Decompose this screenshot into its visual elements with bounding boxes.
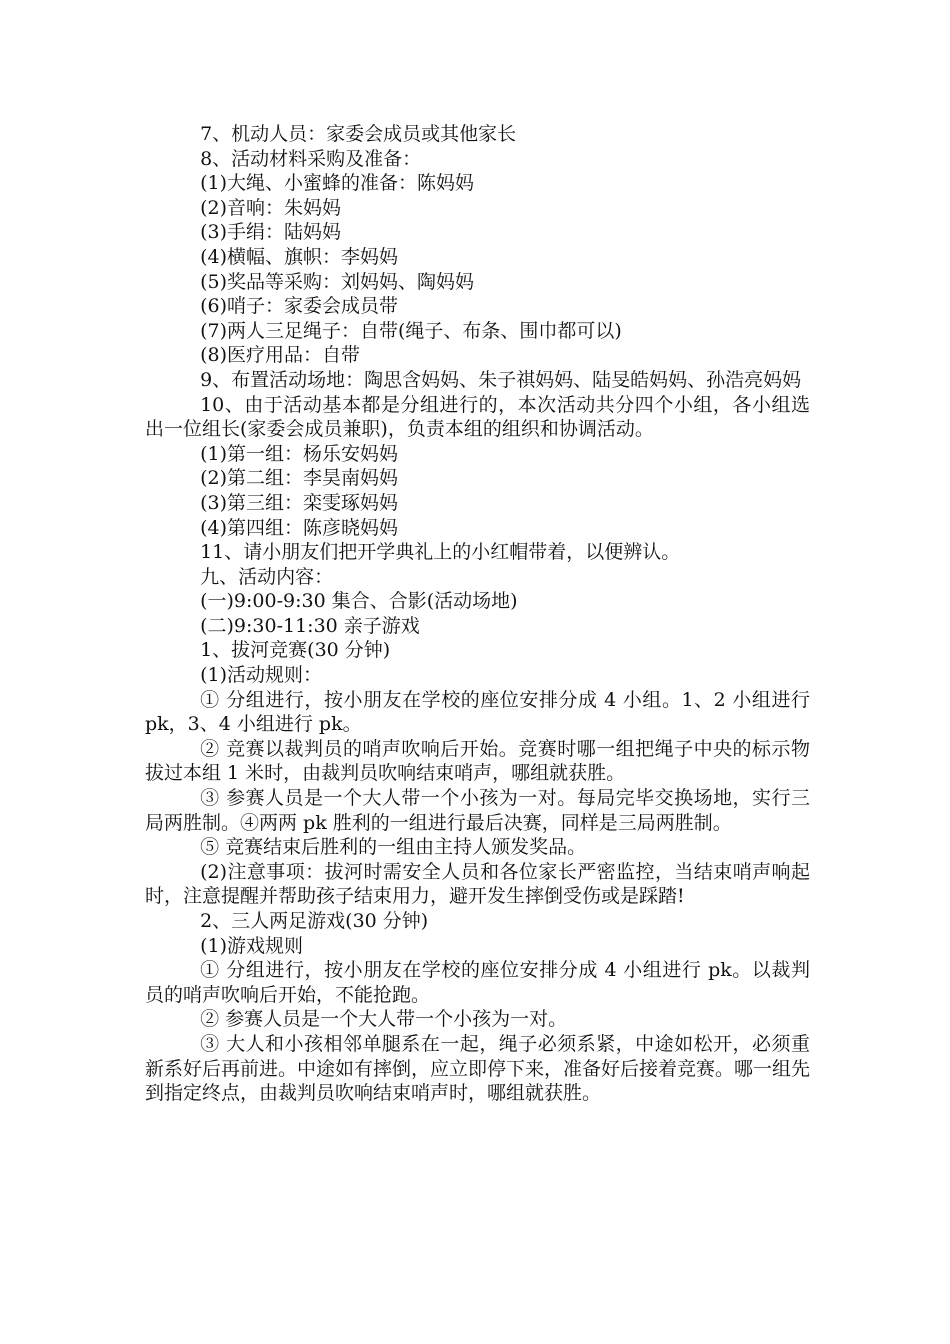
paragraph: 11、请小朋友们把开学典礼上的小红帽带着，以便辨认。 — [200, 541, 681, 564]
paragraph: ⑤ 竞赛结束后胜利的一组由主持人颁发奖品。 — [200, 836, 587, 859]
paragraph: ③ 大人和小孩相邻单腿系在一起，绳子必须系紧，中途如松开，必须重新系好后再前进。中途如有摔倒，应立即停下来，准备好后接着竞赛。哪一组先到指定终点，由裁判员吹响结束哨声时，哪组就获胜。 — [145, 1032, 811, 1105]
paragraph: (1)活动规则： — [200, 664, 323, 687]
paragraph: 2、三人两足游戏(30 分钟) — [200, 910, 429, 932]
paragraph: (2)第二组：李昊南妈妈 — [200, 467, 399, 490]
paragraph: 8、活动材料采购及准备： — [200, 147, 422, 170]
paragraph: (1)大绳、小蜜蜂的准备：陈妈妈 — [200, 172, 475, 195]
paragraph: (4)第四组：陈彦晓妈妈 — [200, 516, 399, 539]
paragraph: (6)哨子：家委会成员带 — [200, 295, 399, 318]
paragraph: (7)两人三足绳子：自带(绳子、布条、围巾都可以) — [200, 319, 622, 342]
paragraph: ② 参赛人员是一个大人带一个小孩为一对。 — [200, 1008, 568, 1031]
document-body — [145, 122, 810, 1106]
paragraph: (1)游戏规则 — [200, 934, 304, 957]
paragraph: (5)奖品等采购：刘妈妈、陶妈妈 — [200, 270, 475, 293]
paragraph: (二)9:30-11:30 亲子游戏 — [200, 614, 420, 637]
paragraph: 1、拔河竞赛(30 分钟) — [200, 639, 391, 662]
paragraph: ③ 参赛人员是一个大人带一个小孩为一对。每局完毕交换场地，实行三局两胜制。④两两 pk 胜利的一组进行最后决赛，同样是三局两胜制。 — [145, 787, 810, 834]
paragraph: ② 竞赛以裁判员的哨声吹响后开始。竞赛时哪一组把绳子中央的标示物拔过本组 1 米时，由裁判员吹响结束哨声，哪组就获胜。 — [145, 737, 810, 785]
paragraph: (2)音响：朱妈妈 — [200, 196, 342, 219]
paragraph: (3)手绢：陆妈妈 — [200, 221, 342, 244]
paragraph: ① 分组进行，按小朋友在学校的座位安排分成 4 小组。1、2 小组进行 pk，3、4 小组进行 pk。 — [145, 688, 810, 736]
paragraph: 10、由于活动基本都是分组进行的，本次活动共分四个小组，各小组选出一位组长(家委会成员兼职)，负责本组的组织和协调活动。 — [145, 393, 810, 441]
paragraph: (3)第三组：栾雯琢妈妈 — [200, 491, 399, 514]
paragraph: (一)9:00-9:30 集合、合影(活动场地) — [200, 590, 518, 613]
paragraph: (1)第一组：杨乐安妈妈 — [200, 442, 399, 465]
paragraph: (4)横幅、旗帜：李妈妈 — [200, 245, 399, 268]
section-heading: 九、活动内容： — [200, 565, 334, 588]
paragraph: 7、机动人员：家委会成员或其他家长 — [200, 123, 517, 145]
paragraph: ① 分组进行，按小朋友在学校的座位安排分成 4 小组进行 pk。以裁判员的哨声吹响后开始，不能抢跑。 — [145, 959, 810, 1006]
paragraph: (2)注意事项：拔河时需安全人员和各位家长严密监控，当结束哨声响起时，注意提醒并帮助孩子结束用力，避开发生摔倒受伤或是踩踏! — [145, 860, 810, 908]
paragraph: 9、布置活动场地：陶思含妈妈、朱子祺妈妈、陆旻皓妈妈、孙浩亮妈妈 — [200, 368, 802, 391]
paragraph: (8)医疗用品：自带 — [200, 344, 361, 367]
